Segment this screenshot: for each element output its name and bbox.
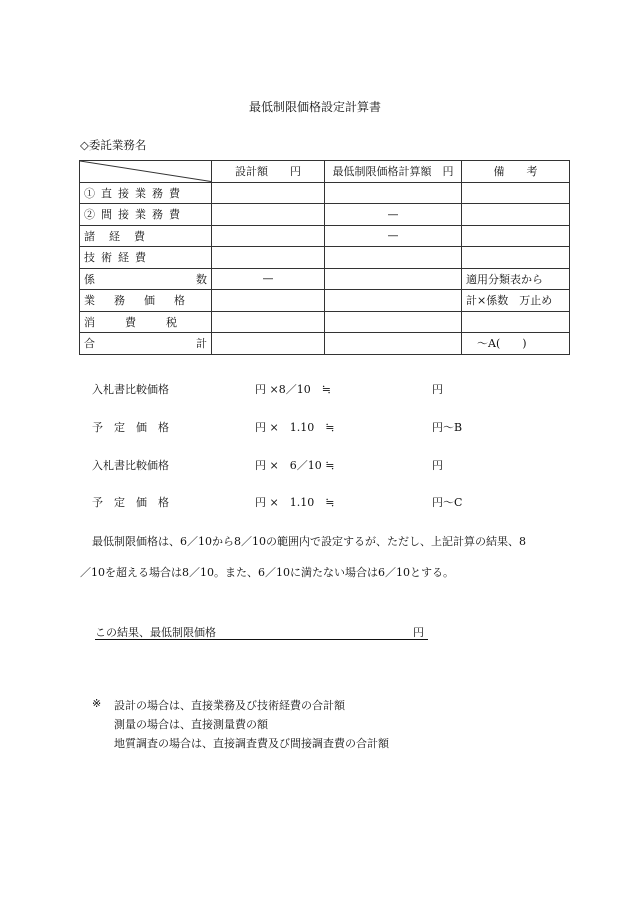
rule-note-line-2: ／10を超える場合は8／10。また、6／10に満たない場合は6／10とする。 [80, 566, 454, 579]
design-cell [212, 182, 325, 204]
note-cell [462, 182, 570, 204]
design-cell [212, 204, 325, 226]
row-label-left: 合 [84, 337, 95, 351]
design-cell [212, 311, 325, 333]
calc-cell [325, 268, 462, 290]
subject-label: ◇委託業務名 [80, 138, 147, 152]
diagonal-line [80, 161, 211, 182]
design-cell [212, 247, 325, 269]
calculation-table [79, 160, 570, 355]
row-label [80, 268, 212, 290]
row-label: ②間接業務費 [80, 204, 212, 226]
result-line [95, 624, 428, 640]
note-cell [462, 225, 570, 247]
calc-cell [325, 333, 462, 355]
calc-cell [325, 311, 462, 333]
header-design-amount: 設計額 円 [212, 161, 325, 183]
row-label: ①直接業務費 [80, 182, 212, 204]
header-remarks: 備 考 [462, 161, 570, 183]
footnote-line: 地質調査の場合は、直接調査費及び間接調査費の合計額 [114, 737, 389, 750]
note-cell: ～A( ) [462, 333, 570, 355]
table-row [80, 268, 570, 290]
header-diagonal-cell [80, 161, 212, 183]
calc-line-result: 円 [432, 459, 443, 472]
note-cell [462, 247, 570, 269]
calc-line-label: 入札書比較価格 [92, 383, 169, 396]
note-cell [462, 311, 570, 333]
table-row [80, 225, 570, 247]
design-cell: — [212, 268, 325, 290]
calc-cell [325, 182, 462, 204]
calc-line-label: 予 定 価 格 [92, 421, 169, 434]
calc-cell: — [325, 204, 462, 226]
design-cell [212, 333, 325, 355]
table-row [80, 204, 570, 226]
calc-line-result: 円 [432, 383, 443, 396]
row-label-right: 数 [196, 272, 207, 286]
row-label [80, 333, 212, 355]
note-cell [462, 204, 570, 226]
result-unit: 円 [413, 626, 424, 639]
result-label: この結果、最低制限価格 [95, 626, 216, 639]
table-row [80, 290, 570, 312]
note-cell: 適用分類表から [462, 268, 570, 290]
footnote-line: 測量の場合は、直接測量費の額 [114, 718, 268, 731]
calc-line-formula: 円 ×8／10 ≒ [255, 383, 331, 396]
page-title: 最低制限価格設定計算書 [248, 100, 381, 114]
table-row [80, 333, 570, 355]
design-cell [212, 225, 325, 247]
calc-cell: — [325, 225, 462, 247]
table-row [80, 182, 570, 204]
table-header-row [80, 161, 570, 183]
calc-line-label: 入札書比較価格 [92, 459, 169, 472]
calc-line-label: 予 定 価 格 [92, 496, 169, 509]
row-label: 消費税 [80, 311, 212, 333]
design-cell [212, 290, 325, 312]
row-label: 諸経費 [80, 225, 212, 247]
header-minimum-calc: 最低制限価格計算額 円 [325, 161, 462, 183]
calc-line-formula: 円 × 6／10 ≒ [255, 459, 335, 472]
row-label-right: 計 [196, 337, 207, 351]
table-row [80, 311, 570, 333]
footnote-mark: ※ [92, 697, 102, 710]
calc-line-result: 円～C [432, 496, 463, 509]
calc-line-result: 円～B [432, 421, 463, 434]
calc-cell [325, 290, 462, 312]
table-row [80, 247, 570, 269]
footnote-line: 設計の場合は、直接業務及び技術経費の合計額 [114, 699, 345, 712]
calc-line-formula: 円 × 1.10 ≒ [255, 421, 335, 434]
note-cell: 計×係数 万止め [462, 290, 570, 312]
rule-note-line-1: 最低制限価格は、6／10から8／10の範囲内で設定するが、ただし、上記計算の結果、8 [92, 535, 526, 548]
calc-line-formula: 円 × 1.10 ≒ [255, 496, 335, 509]
calc-cell [325, 247, 462, 269]
row-label: 技術経費 [80, 247, 212, 269]
row-label: 業務価格 [80, 290, 212, 312]
row-label-left: 係 [84, 272, 95, 286]
